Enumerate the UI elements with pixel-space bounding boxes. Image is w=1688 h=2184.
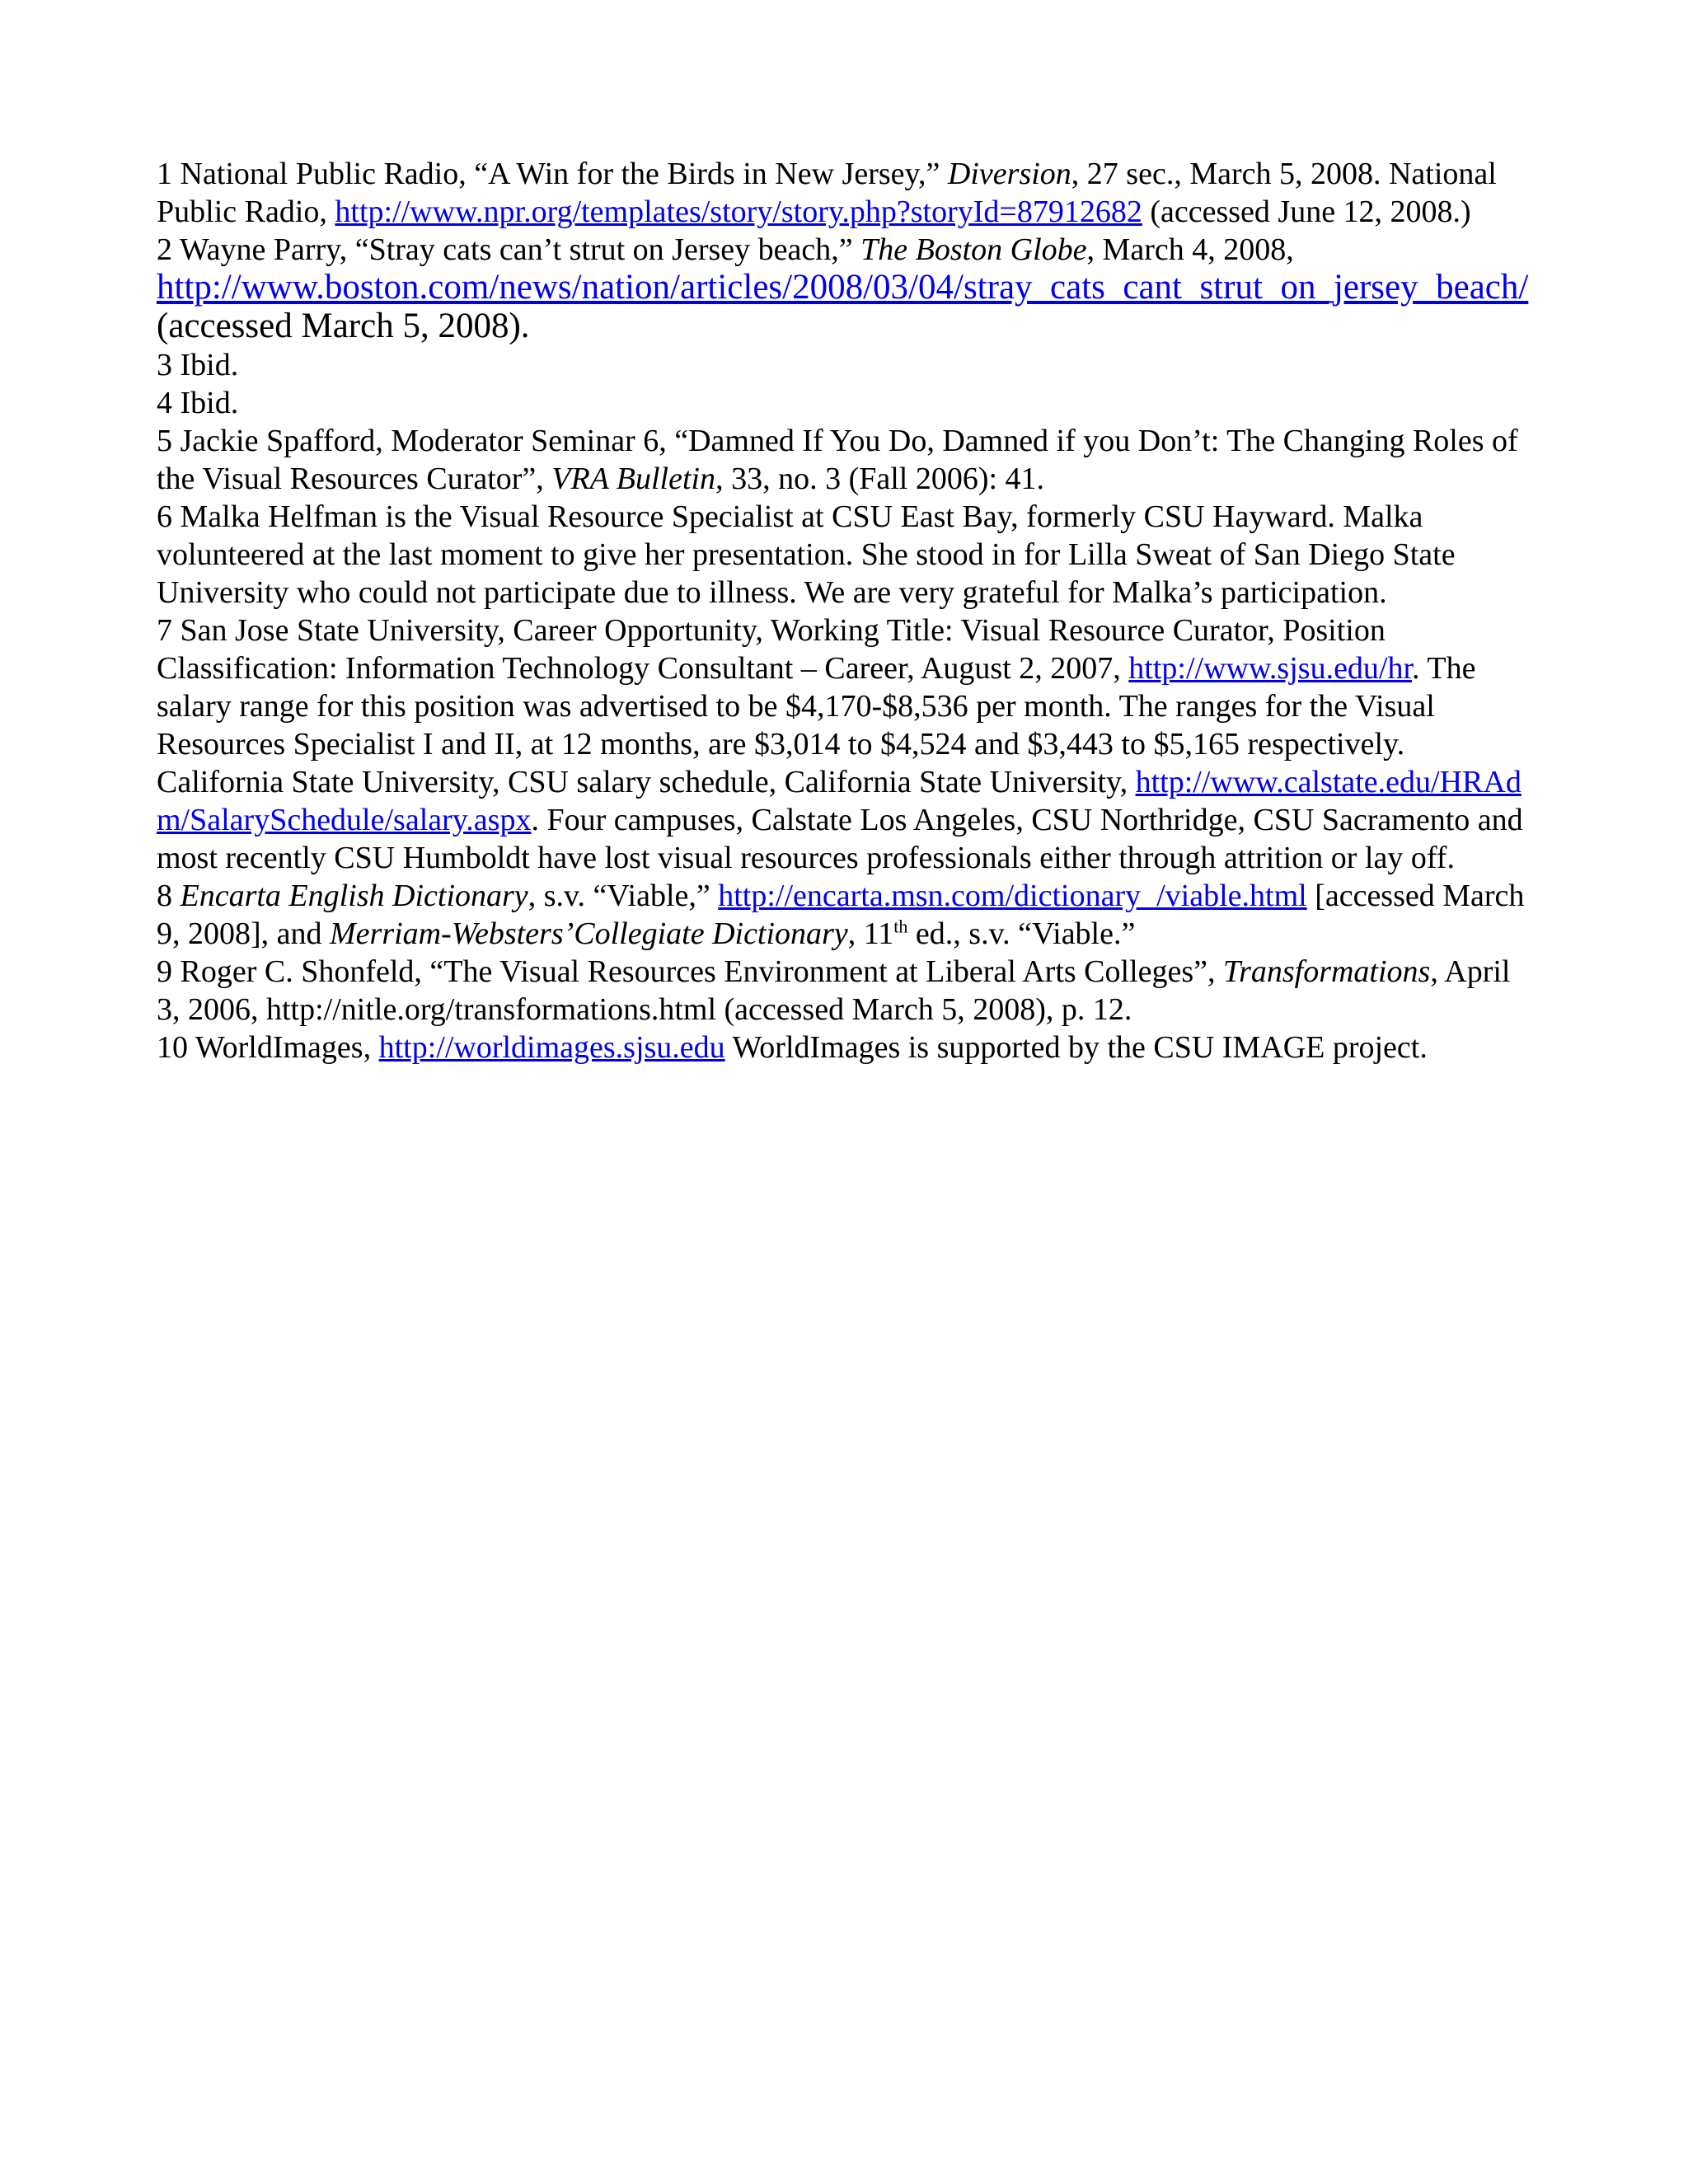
endnote-text: [accessed March 9, 2008], and	[157, 879, 1525, 951]
endnote-text: Roger C. Shonfeld, “The Visual Resources Environment at Liberal Arts Colleges”,	[172, 954, 1224, 989]
endnote-3	[157, 346, 1533, 384]
endnote-5	[157, 422, 1533, 498]
endnote-title: Diversion	[947, 157, 1071, 191]
endnote-number: 9	[157, 954, 172, 989]
endnote-text: (accessed June 12, 2008.)	[1142, 194, 1471, 229]
worldimages-link[interactable]: http://worldimages.sjsu.edu	[378, 1030, 725, 1065]
endnote-text: , 33, no. 3 (Fall 2006): 41.	[715, 462, 1045, 496]
endnote-number: 4	[157, 386, 172, 420]
endnote-text: National Public Radio, “A Win for the Birds in New Jersey,”	[172, 157, 948, 191]
endnote-9	[157, 953, 1533, 1029]
endnote-number: 3	[157, 348, 172, 382]
encarta-link[interactable]: http://encarta.msn.com/dictionary_/viable.html	[718, 879, 1307, 913]
endnote-2	[157, 231, 1533, 346]
endnote-text: San Jose State University, Career Opportunity, Working Title: Visual Resource Curator, Position Classification: Information Technology Consultant – Career, August 2, 2007,	[157, 613, 1386, 686]
endnotes-page	[157, 155, 1533, 1066]
endnote-4	[157, 384, 1533, 422]
endnote-text: ed., s.v. “Viable.”	[907, 916, 1136, 951]
endnote-text: WorldImages,	[188, 1030, 379, 1065]
endnote-number: 5	[157, 424, 172, 458]
endnote-text: , March 4, 2008,	[1086, 232, 1294, 267]
superscript-th: th	[893, 916, 908, 937]
endnote-8	[157, 877, 1533, 953]
endnote-title: Encarta English Dictionary	[180, 879, 528, 913]
endnote-number: 10	[157, 1030, 188, 1065]
endnote-number: 7	[157, 613, 172, 648]
calstate-salary-link[interactable]: http://www.calstate.edu/HRAdm/SalarySchedule/salary.aspx	[157, 765, 1522, 837]
endnote-10	[157, 1029, 1533, 1066]
endnote-text: (accessed March 5, 2008).	[157, 307, 530, 345]
endnote-number: 1	[157, 157, 172, 191]
endnote-1	[157, 155, 1533, 231]
endnote-title: Merriam-Websters’Collegiate Dictionary	[330, 916, 848, 951]
endnote-text: . Four campuses, Calstate Los Angeles, CSU Northridge, CSU Sacramento and most recently CSU Humboldt have lost visual resources professionals either through attrition or lay off.	[157, 803, 1523, 875]
endnote-6	[157, 498, 1533, 612]
endnote-text: , 11	[847, 916, 894, 951]
endnote-7	[157, 612, 1533, 877]
endnote-text: Ibid.	[172, 348, 239, 382]
endnote-title: VRA Bulletin	[551, 462, 716, 496]
endnote-text: . The salary range for this position was advertised to be $4,170-$8,536 per month. The ranges for the Visual Resources Specialist I and II, at 12 months, are $3,014 to $4,524 and $3,443 to $5,165 respectively. California State University, CSU salary schedule, California State University,	[157, 651, 1476, 799]
endnote-title: Transformations	[1223, 954, 1431, 989]
sjsu-hr-link[interactable]: http://www.sjsu.edu/hr	[1128, 651, 1413, 686]
npr-link[interactable]: http://www.npr.org/templates/story/story.php?storyId=87912682	[335, 194, 1142, 229]
endnote-number: 8	[157, 879, 172, 913]
endnote-text: , 27 sec., March 5, 2008. National Public Radio,	[157, 157, 1497, 229]
endnote-text: WorldImages is supported by the CSU IMAGE project.	[724, 1030, 1428, 1065]
boston-globe-link[interactable]: http://www.boston.com/news/nation/articles/2008/03/04/stray_cats_cant_strut_on_jersey_beach/	[157, 268, 1529, 307]
endnote-title: The Boston Globe	[860, 232, 1087, 267]
endnote-number: 6	[157, 499, 172, 534]
endnote-text: , s.v. “Viable,”	[528, 879, 719, 913]
endnote-text: , April 3, 2006, http://nitle.org/transformations.html (accessed March 5, 2008), p. 12.	[157, 954, 1511, 1027]
endnote-text: Jackie Spafford, Moderator Seminar 6, “Damned If You Do, Damned if you Don’t: The Changing Roles of the Visual Resources Curator”,	[157, 424, 1518, 496]
endnote-text: Ibid.	[172, 386, 239, 420]
endnote-text: Wayne Parry, “Stray cats can’t strut on Jersey beach,”	[172, 232, 861, 267]
endnote-text: Malka Helfman is the Visual Resource Specialist at CSU East Bay, formerly CSU Hayward. Malka volunteered at the last moment to give her presentation. She stood in for Lilla Sweat of San Diego State University who could not participate due to illness. We are very grateful for Malka’s participation.	[157, 499, 1456, 610]
endnote-number: 2	[157, 232, 172, 267]
